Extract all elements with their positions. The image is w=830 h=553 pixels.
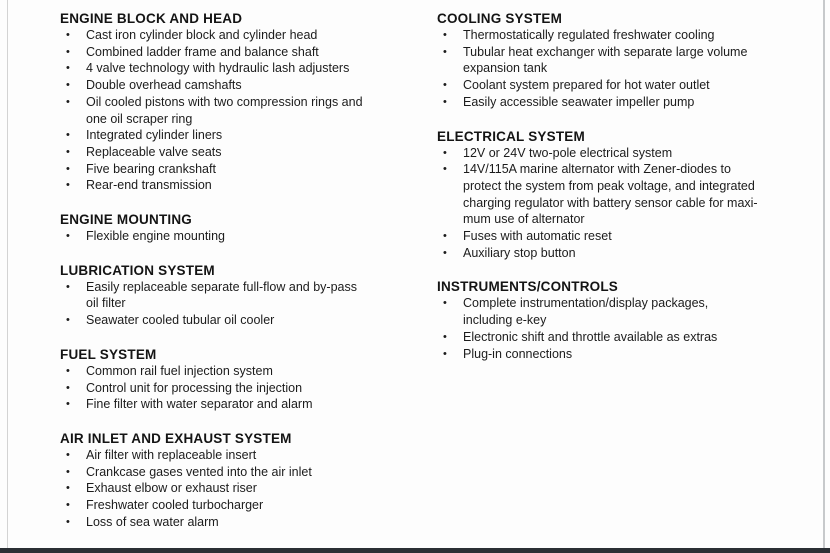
footer-bar xyxy=(0,548,830,553)
bullet-text: Double overhead camshafts xyxy=(86,78,242,93)
list-item xyxy=(60,60,372,77)
bullet-icon: • xyxy=(443,79,447,92)
section-bullet-list xyxy=(437,295,759,362)
page-left-border xyxy=(7,0,8,553)
list-item xyxy=(437,329,759,346)
bullet-icon: • xyxy=(66,179,70,192)
spec-section xyxy=(60,430,372,531)
bullet-text: Flexible engine mounting xyxy=(86,229,225,244)
list-item xyxy=(60,27,372,44)
list-item xyxy=(60,380,372,397)
bullet-icon: • xyxy=(66,129,70,142)
list-item xyxy=(60,447,372,464)
bullet-icon: • xyxy=(66,162,70,175)
bullet-text: Integrated cylinder liners xyxy=(86,128,223,143)
list-item xyxy=(437,77,759,94)
bullet-text: Thermostatically regulated freshwater cooling xyxy=(463,28,715,42)
list-item xyxy=(60,144,372,161)
bullet-text: Freshwater cooled turbocharger xyxy=(86,498,264,513)
bullet-text: Five bearing crankshaft xyxy=(86,161,216,176)
bullet-text: Crankcase gases vented into the air inlet xyxy=(86,464,312,479)
list-item xyxy=(60,127,372,144)
list-item xyxy=(437,145,759,162)
list-item xyxy=(60,228,372,245)
list-item xyxy=(60,396,372,413)
spec-section xyxy=(60,211,372,245)
bullet-icon: • xyxy=(66,95,70,108)
bullet-text: Seawater cooled tubular oil cooler xyxy=(86,313,275,328)
section-title: COOLING SYSTEM xyxy=(437,11,563,26)
right-column xyxy=(437,10,759,362)
bullet-icon: • xyxy=(443,146,447,159)
bullet-icon: • xyxy=(66,314,70,327)
bullet-text: Tubular heat exchanger with separate large volume expansion tank xyxy=(463,44,748,76)
section-bullet-list xyxy=(437,145,759,262)
section-bullet-list xyxy=(60,279,372,329)
bullet-text: Electronic shift and throttle available as extras xyxy=(463,329,718,344)
bullet-text: Control unit for processing the injection xyxy=(86,380,303,395)
list-item xyxy=(60,480,372,497)
section-title: ENGINE MOUNTING xyxy=(60,212,193,228)
bullet-text: Cast iron cylinder block and cylinder head xyxy=(86,28,318,42)
bullet-icon: • xyxy=(66,398,70,411)
section-title: ELECTRICAL SYSTEM xyxy=(437,128,585,144)
spec-section xyxy=(60,346,372,413)
list-item xyxy=(60,94,372,127)
bullet-icon: • xyxy=(66,515,70,528)
list-item xyxy=(60,177,372,194)
list-item xyxy=(60,161,372,178)
bullet-icon: • xyxy=(66,448,70,461)
list-item xyxy=(60,77,372,94)
bullet-text: Fuses with automatic reset xyxy=(463,229,612,244)
bullet-text: Auxiliary stop button xyxy=(463,245,576,260)
bullet-icon: • xyxy=(66,145,70,158)
left-column xyxy=(60,10,372,530)
bullet-text: 14V/115A marine alternator with Zener-diodes to protect the system from peak voltage, and integrated charging regulator with battery sensor cable for maxi-mum use of alternator xyxy=(463,162,758,227)
bullet-icon: • xyxy=(66,62,70,75)
bullet-text: Easily accessible seawater impeller pump xyxy=(463,94,695,109)
bullet-icon: • xyxy=(66,280,70,293)
bullet-text: Air filter with replaceable insert xyxy=(86,447,257,462)
section-bullet-list xyxy=(60,27,372,194)
bullet-text: 4 valve technology with hydraulic lash adjusters xyxy=(86,61,350,76)
spec-section xyxy=(437,10,759,111)
bullet-text: Coolant system prepared for hot water outlet xyxy=(463,78,710,93)
spec-section xyxy=(437,128,759,262)
list-item xyxy=(437,346,759,363)
bullet-icon: • xyxy=(66,499,70,512)
bullet-icon: • xyxy=(443,29,447,41)
bullet-icon: • xyxy=(66,364,70,377)
bullet-text: Rear-end transmission xyxy=(86,178,212,193)
section-bullet-list xyxy=(60,228,372,245)
bullet-icon: • xyxy=(443,230,447,243)
section-title: INSTRUMENTS/CONTROLS xyxy=(437,279,618,295)
list-item xyxy=(437,245,759,262)
list-item xyxy=(60,497,372,514)
bullet-icon: • xyxy=(443,163,447,176)
spec-section xyxy=(60,10,372,194)
list-item xyxy=(60,464,372,481)
bullet-text: Fine filter with water separator and alarm xyxy=(86,397,313,412)
bullet-text: Common rail fuel injection system xyxy=(86,363,273,378)
bullet-icon: • xyxy=(443,297,447,310)
bullet-text: Loss of sea water alarm xyxy=(86,514,219,529)
bullet-icon: • xyxy=(443,246,447,259)
bullet-text: Complete instrumentation/display packages, including e-key xyxy=(463,296,709,328)
spec-section xyxy=(437,278,759,362)
page-right-border xyxy=(823,0,825,553)
bullet-text: Combined ladder frame and balance shaft xyxy=(86,44,319,59)
section-title: FUEL SYSTEM xyxy=(60,346,157,362)
list-item xyxy=(437,161,759,228)
section-bullet-list xyxy=(60,363,372,413)
list-item xyxy=(60,44,372,61)
list-item xyxy=(437,94,759,111)
bullet-icon: • xyxy=(66,230,70,243)
list-item xyxy=(60,312,372,329)
bullet-icon: • xyxy=(443,45,447,58)
bullet-icon: • xyxy=(66,482,70,495)
list-item xyxy=(60,363,372,380)
bullet-icon: • xyxy=(66,381,70,394)
section-title: LUBRICATION SYSTEM xyxy=(60,262,215,278)
list-item xyxy=(437,27,759,44)
bullet-icon: • xyxy=(443,330,447,343)
bullet-icon: • xyxy=(66,29,70,41)
bullet-icon: • xyxy=(66,465,70,478)
bullet-icon: • xyxy=(443,347,447,360)
bullet-text: Exhaust elbow or exhaust riser xyxy=(86,481,257,496)
section-bullet-list xyxy=(437,27,759,111)
bullet-text: Replaceable valve seats xyxy=(86,144,222,159)
bullet-icon: • xyxy=(443,95,447,108)
bullet-text: 12V or 24V two-pole electrical system xyxy=(463,145,673,160)
list-item xyxy=(437,44,759,77)
list-item xyxy=(437,228,759,245)
spec-section xyxy=(60,262,372,329)
bullet-text: Plug-in connections xyxy=(463,346,573,361)
bullet-text: Oil cooled pistons with two compression rings and one oil scraper ring xyxy=(86,94,363,126)
list-item xyxy=(60,514,372,531)
section-title: AIR INLET AND EXHAUST SYSTEM xyxy=(60,430,292,446)
bullet-text: Easily replaceable separate full-flow and by-pass oil filter xyxy=(86,279,357,311)
list-item xyxy=(437,295,759,328)
list-item xyxy=(60,279,372,312)
bullet-icon: • xyxy=(66,79,70,92)
section-title: ENGINE BLOCK AND HEAD xyxy=(60,11,243,26)
section-bullet-list xyxy=(60,447,372,531)
bullet-icon: • xyxy=(66,45,70,58)
